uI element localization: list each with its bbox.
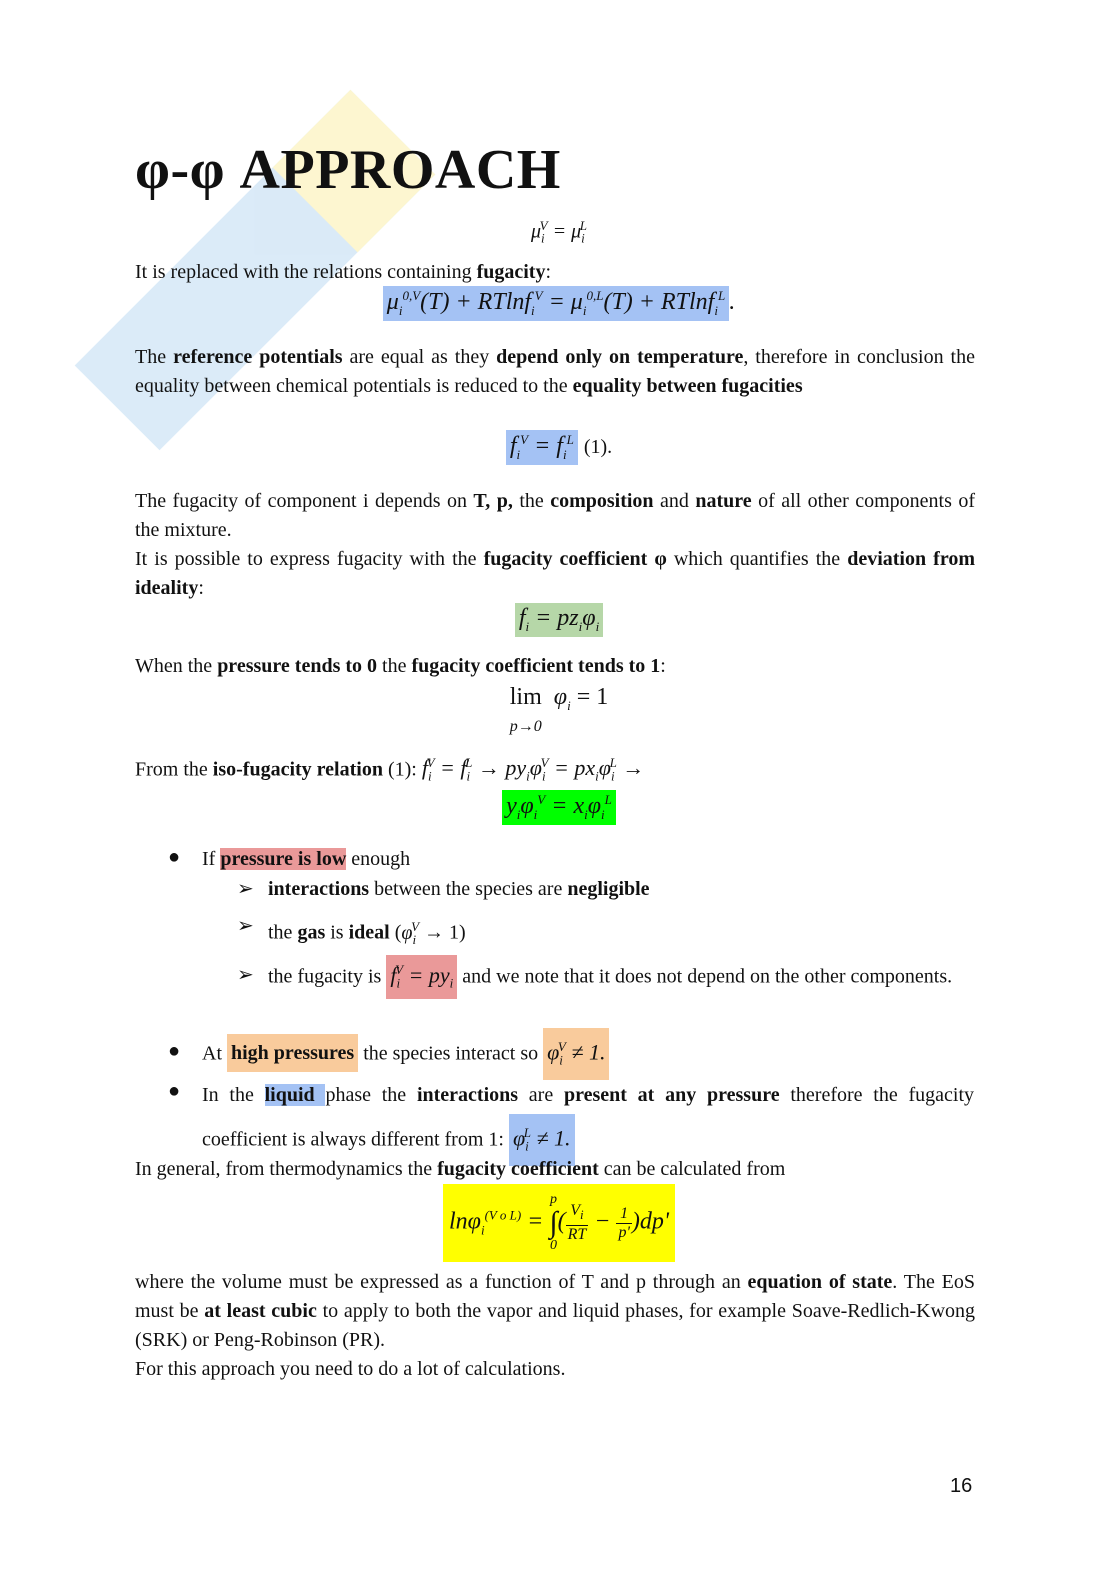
bullet-high-pressure: At high pressures the species interact so $\varphi_i^V \ne 1$.: [202, 1028, 962, 1080]
bullet-liquid-phase: In the liquid phase the interactions are present at any pressure therefore the fugacity coefficient is always different from 1: $\varphi_i^L \ne 1$.: [202, 1076, 974, 1166]
fugacity-definition-equation: $f_i = pz_i\varphi_i$: [0, 603, 1118, 637]
page-title: φ-φ APPROACH: [135, 139, 561, 201]
fugacity-coefficient-integral: lnφ$_i^{(V o L)}$ = p ∫ 0( $\frac{V_i}{RT}$ − $\frac{1}{p'}$ )dp': [0, 1184, 1118, 1262]
bullet-low-pressure: If pressure is low enough: [202, 848, 411, 870]
iso-fugacity-equation: $f_i^V = f_i^L$ (1).: [0, 430, 1118, 465]
limit-value: = 1: [576, 684, 609, 710]
arrow-marker: ➢: [237, 964, 254, 986]
paragraph-pressure-tends: When the pressure tends to 0 the fugacity coefficient tends to 1:: [135, 655, 666, 677]
paragraph-in-general: In general, from thermodynamics the fugacity coefficient can be calculated from: [135, 1158, 786, 1180]
paragraph-reference-potentials: The reference potentials are equal as they depend only on temperature, therefore in conclusion the equality between chemical potentials is reduced to the equality between fugacities: [135, 346, 975, 397]
paragraph-replaced: It is replaced with the relations containing fugacity:: [135, 261, 552, 283]
limit-equation: lim p→0 $\varphi_i = 1$: [509, 684, 609, 735]
bullet-marker: ●: [168, 846, 181, 868]
subbullet-interactions: interactions between the species are negligible: [268, 878, 650, 900]
bullet-marker: ●: [168, 1040, 181, 1062]
bullet-marker: ●: [168, 1080, 181, 1102]
subbullet-fugacity-is: the fugacity is $f_i^V = py_i$ and we note that it does not depend on the other components.: [268, 955, 973, 999]
subbullet-ideal-gas: the gas is ideal $(\varphi_i^V \to 1)$: [268, 919, 466, 947]
arrow-marker: ➢: [237, 878, 254, 900]
limit-subscript: p→0: [509, 718, 542, 735]
fugacity-relation-equation: $\mu_i^{0,V}(T) + RTlnf_i^V = \mu_i^{0,L}(T) + RTlnf_i^L$ .: [0, 286, 1118, 321]
page-number: 16: [950, 1475, 973, 1497]
limit-operator: lim: [509, 684, 542, 710]
paragraph-fugacity-depends: The fugacity of component i depends on T, p, the composition and nature of all other components of the mixture.: [135, 490, 975, 541]
paragraph-iso-fugacity-relation: From the iso-fugacity relation (1): $f_i^V = f_i^L \to py_i\varphi_i^V = px_i\varphi_i^L$ →: [135, 755, 645, 784]
vle-equation: $y_i\varphi_i^V = x_i\varphi_i^L$: [0, 790, 1118, 825]
paragraph-equation-of-state: where the volume must be expressed as a function of T and p through an equation of state. The EoS must be at least cubic to apply to both the vapor and liquid phases, for example Soave-Redlich-Kwong (SRK) or Peng-Robinson (PR). For this approach you need to do a lot of calculations.: [135, 1271, 976, 1380]
arrow-marker: ➢: [237, 915, 254, 937]
paragraph-fugacity-coefficient: It is possible to express fugacity with the fugacity coefficient φ which quantifies the deviation from ideality:: [135, 548, 976, 599]
chemical-potential-equality: $\mu_i^V = \mu_i^L$: [530, 218, 588, 246]
equation-label: (1).: [583, 436, 613, 458]
